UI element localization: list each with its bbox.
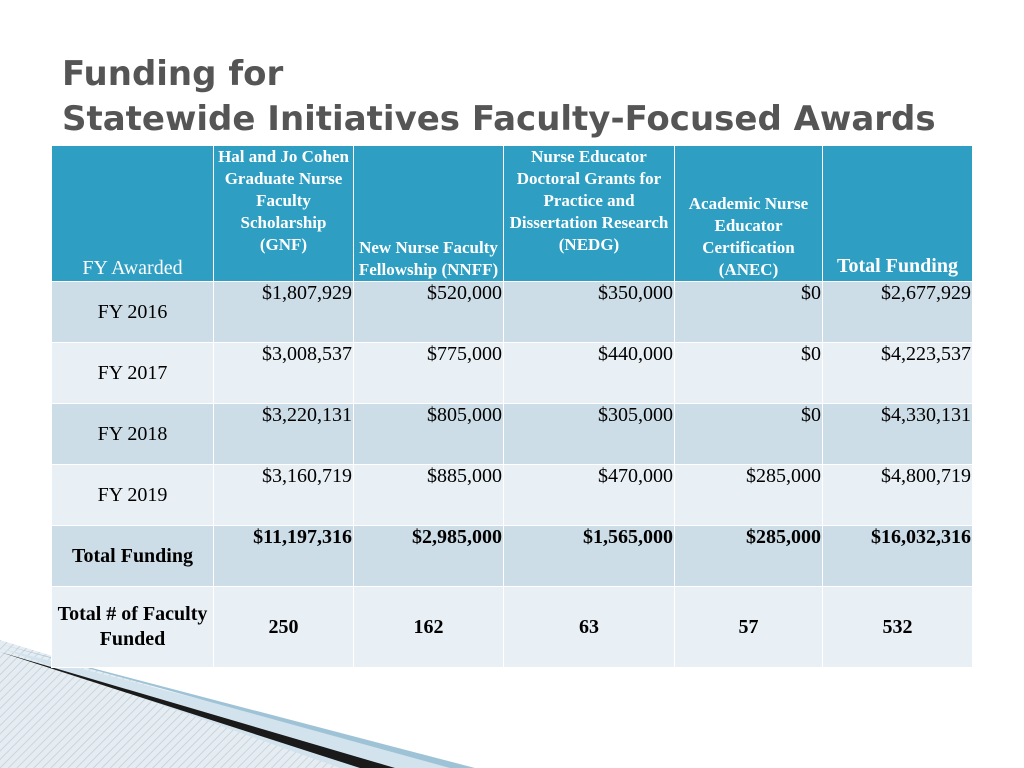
title-line-1: Funding for — [62, 54, 284, 94]
funding-table — [51, 145, 973, 668]
faculty-count-row — [52, 587, 973, 668]
row-fy: FY 2016 — [52, 282, 214, 343]
count-gnf: 250 — [214, 587, 354, 668]
cell-total: $4,223,537 — [823, 343, 973, 404]
cell-anec: $0 — [675, 343, 823, 404]
table-row — [52, 343, 973, 404]
header-anec: Academic Nurse Educator Certification (ANEC) — [675, 146, 823, 282]
page-title — [62, 52, 936, 142]
header-fy-awarded: FY Awarded — [52, 146, 214, 282]
header-total-funding: Total Funding — [823, 146, 973, 282]
table-row — [52, 282, 973, 343]
table-row — [52, 465, 973, 526]
header-nnff: New Nurse Faculty Fellowship (NNFF) — [354, 146, 504, 282]
total-nnff: $2,985,000 — [354, 526, 504, 587]
cell-anec: $285,000 — [675, 465, 823, 526]
cell-nnff: $775,000 — [354, 343, 504, 404]
total-funding-label: Total Funding — [52, 526, 214, 587]
row-fy: FY 2019 — [52, 465, 214, 526]
cell-gnf: $1,807,929 — [214, 282, 354, 343]
cell-total: $2,677,929 — [823, 282, 973, 343]
total-total: $16,032,316 — [823, 526, 973, 587]
cell-nedg: $305,000 — [504, 404, 675, 465]
cell-total: $4,330,131 — [823, 404, 973, 465]
cell-gnf: $3,008,537 — [214, 343, 354, 404]
faculty-count-label: Total # of Faculty Funded — [52, 587, 214, 668]
header-nedg: Nurse Educator Doctoral Grants for Practice and Dissertation Research (NEDG) — [504, 146, 675, 282]
total-gnf: $11,197,316 — [214, 526, 354, 587]
cell-gnf: $3,160,719 — [214, 465, 354, 526]
table-row — [52, 404, 973, 465]
header-row — [52, 146, 973, 282]
header-gnf: Hal and Jo Cohen Graduate Nurse Faculty Scholarship (GNF) — [214, 146, 354, 282]
cell-nnff: $885,000 — [354, 465, 504, 526]
row-fy: FY 2018 — [52, 404, 214, 465]
cell-total: $4,800,719 — [823, 465, 973, 526]
cell-gnf: $3,220,131 — [214, 404, 354, 465]
total-nedg: $1,565,000 — [504, 526, 675, 587]
count-nnff: 162 — [354, 587, 504, 668]
count-anec: 57 — [675, 587, 823, 668]
total-anec: $285,000 — [675, 526, 823, 587]
cell-nnff: $520,000 — [354, 282, 504, 343]
cell-nnff: $805,000 — [354, 404, 504, 465]
cell-nedg: $470,000 — [504, 465, 675, 526]
cell-anec: $0 — [675, 404, 823, 465]
total-funding-row — [52, 526, 973, 587]
count-nedg: 63 — [504, 587, 675, 668]
cell-anec: $0 — [675, 282, 823, 343]
title-line-2: Statewide Initiatives Faculty-Focused Awards — [62, 99, 936, 139]
cell-nedg: $440,000 — [504, 343, 675, 404]
cell-nedg: $350,000 — [504, 282, 675, 343]
count-total: 532 — [823, 587, 973, 668]
row-fy: FY 2017 — [52, 343, 214, 404]
